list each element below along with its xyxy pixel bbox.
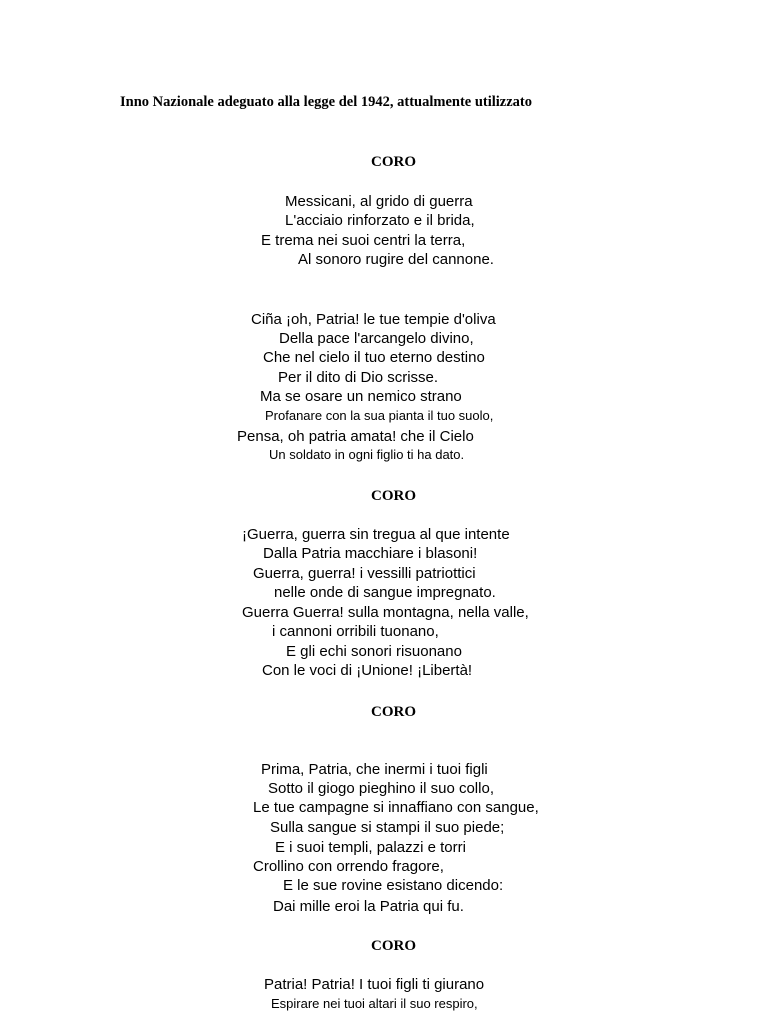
chorus-heading: CORO (371, 938, 416, 954)
verse-line: ¡Guerra, guerra sin tregua al que intente (242, 526, 510, 543)
verse-line: Ciña ¡oh, Patria! le tue tempie d'oliva (251, 311, 496, 328)
chorus-heading: CORO (371, 488, 416, 504)
verse-line: Guerra Guerra! sulla montagna, nella valle, (242, 604, 529, 621)
verse-line: Crollino con orrendo fragore, (253, 858, 444, 875)
verse-line: Per il dito di Dio scrisse. (278, 369, 439, 386)
chorus-heading: CORO (371, 704, 416, 720)
verse-line: Messicani, al grido di guerra (285, 193, 473, 210)
verse-line: Ma se osare un nemico strano (260, 388, 462, 405)
verse-line: E trema nei suoi centri la terra, (261, 232, 466, 249)
verse-line: Con le voci di ¡Unione! ¡Libertà! (262, 662, 473, 679)
verse-line: Che nel cielo il tuo eterno destino (263, 349, 485, 366)
verse-line: i cannoni orribili tuonano, (272, 623, 439, 640)
verse-line: Guerra, guerra! i vessilli patriottici (253, 565, 476, 582)
verse-line: Un soldato in ogni figlio ti ha dato. (269, 447, 465, 462)
verse-line: Profanare con la sua pianta il tuo suolo, (265, 408, 494, 423)
verse-line: E le sue rovine esistano dicendo: (283, 877, 504, 894)
verse-line: Dai mille eroi la Patria qui fu. (273, 898, 464, 915)
verse-line: Pensa, oh patria amata! che il Cielo (237, 428, 474, 445)
verse-line: Prima, Patria, che inermi i tuoi figli (261, 761, 488, 778)
verse-line: Della pace l'arcangelo divino, (279, 330, 474, 347)
verse-line: Patria! Patria! I tuoi figli ti giurano (264, 976, 485, 993)
verse-line: Le tue campagne si innaffiano con sangue, (253, 799, 539, 816)
verse-line: E gli echi sonori risuonano (286, 643, 462, 660)
verse-line: Espirare nei tuoi altari il suo respiro, (271, 996, 478, 1011)
chorus-heading: CORO (371, 154, 416, 170)
verse-line: Sulla sangue si stampi il suo piede; (270, 819, 505, 836)
verse-line: Al sonoro rugire del cannone. (298, 251, 494, 268)
verse-line: L'acciaio rinforzato e il brida, (285, 212, 475, 229)
verse-line: Sotto il giogo pieghino il suo collo, (268, 780, 494, 797)
verse-line: nelle onde di sangue impregnato. (274, 584, 496, 601)
document-title: Inno Nazionale adeguato alla legge del 1942, attualmente utilizzato (120, 94, 533, 110)
verse-line: Dalla Patria macchiare i blasoni! (263, 545, 478, 562)
verse-line: E i suoi templi, palazzi e torri (275, 839, 466, 856)
